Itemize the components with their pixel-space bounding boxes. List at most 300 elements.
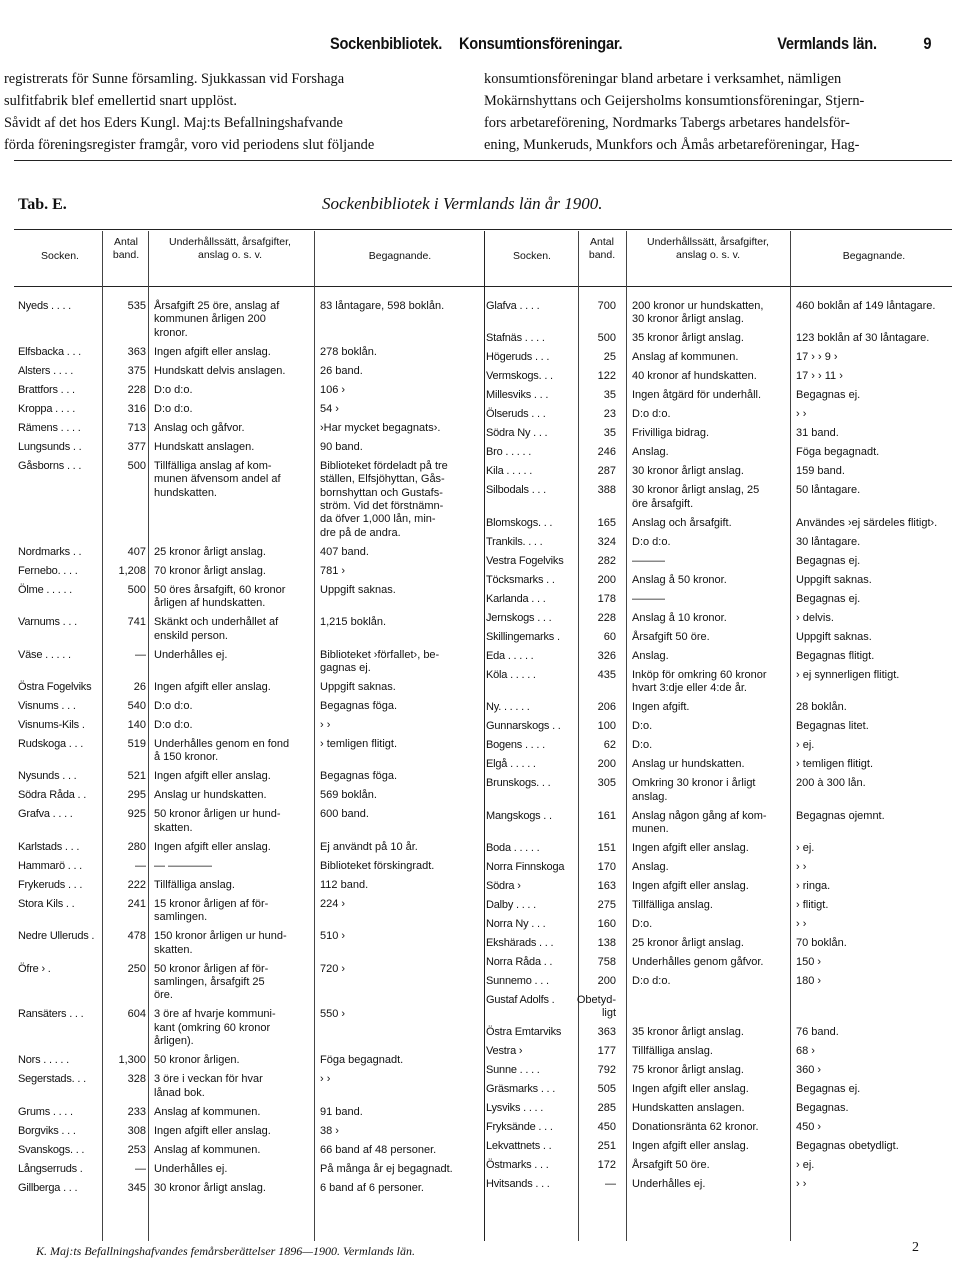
cell-antal: 328 xyxy=(127,1073,146,1086)
cell-underhall: 150 kronor årligen ur hund- skatten. xyxy=(154,930,287,956)
cell-begagnande: 112 band. xyxy=(320,878,369,891)
cell-begagnande: Föga begagnadt. xyxy=(320,1054,404,1067)
cell-underhall: Skänkt och underhållet af enskild person. xyxy=(154,616,279,642)
cell-antal: 35 xyxy=(603,427,616,440)
cell-begagnande: På många år ej begagnadt. xyxy=(320,1162,453,1175)
cell-begagnande: Ej användt på 10 år. xyxy=(320,840,418,853)
cell-underhall: ——— xyxy=(632,592,665,605)
cell-begagnande: 278 boklån. xyxy=(320,345,377,358)
cell-socken: Bro . . . . . xyxy=(486,446,532,459)
cell-socken: Nors . . . . . xyxy=(18,1054,69,1067)
cell-socken: Segerstads. . . xyxy=(18,1073,86,1086)
cell-begagnande: Föga begagnadt. xyxy=(796,446,880,459)
cell-socken: Blomskogs. . . xyxy=(486,516,553,529)
cell-begagnande: 150 › xyxy=(796,956,822,968)
cell-antal: 500 xyxy=(127,459,146,472)
cell-socken: Nedre Ulleruds . xyxy=(18,930,95,943)
cell-antal: 500 xyxy=(127,583,146,596)
col-underhall-left: Underhållssätt, årsafgifter, anslag o. s. v. xyxy=(169,236,291,261)
cell-socken: Glafva . . . . xyxy=(486,300,540,312)
cell-begagnande: Användes ›ej särdeles flitigt›. xyxy=(796,516,938,529)
cell-underhall: 3 öre i veckan för hvar lånad bok. xyxy=(154,1073,263,1099)
cell-antal: 363 xyxy=(597,1026,616,1039)
cell-begagnande: Begagnas ej. xyxy=(796,554,861,567)
cell-begagnande: 159 band. xyxy=(796,465,845,478)
cell-socken: Norra Ny . . . xyxy=(486,918,546,930)
cell-socken: Lysviks . . . . xyxy=(486,1102,544,1115)
cell-socken: Trankils. . . . xyxy=(486,535,543,548)
cell-antal: 792 xyxy=(597,1064,616,1077)
cell-underhall: Hundskatten anslagen. xyxy=(632,1102,745,1115)
cell-underhall: 70 kronor årligt anslag. xyxy=(154,564,266,577)
cell-begagnande: 91 band. xyxy=(320,1105,363,1118)
cell-begagnande: 17 › › 9 › xyxy=(796,351,838,364)
cell-begagnande: 200 à 300 lån. xyxy=(796,777,866,790)
cell-socken: Ny. . . . . . xyxy=(486,701,530,714)
cell-begagnande: 123 boklån af 30 låntagare. xyxy=(796,332,930,345)
cell-socken: Mangskogs . . xyxy=(486,809,552,822)
cell-underhall: Inköp för omkring 60 kronor hvart 3:dje eller 4:de år. xyxy=(632,668,767,695)
cell-underhall: Ingen afgift eller anslag. xyxy=(154,345,271,358)
cell-begagnande: › temligen flitigt. xyxy=(320,738,398,750)
cell-socken: Södra Ny . . . xyxy=(486,427,548,440)
cell-underhall: Donationsränta 62 kronor. xyxy=(632,1121,759,1134)
cell-antal: 500 xyxy=(597,332,616,345)
cell-antal: Obetyd- ligt xyxy=(576,994,616,1020)
cell-socken: Gustaf Adolfs . xyxy=(486,994,555,1006)
cell-antal: 478 xyxy=(127,930,146,943)
cell-begagnande: 720 › xyxy=(320,962,346,975)
cell-antal: 253 xyxy=(127,1143,146,1156)
intro-text-right xyxy=(484,68,954,156)
cell-underhall: 15 kronor årligen af för- samlingen. xyxy=(154,897,269,924)
cell-antal: 713 xyxy=(127,421,146,434)
cell-begagnande: Begagnas ej. xyxy=(796,1083,861,1096)
page-number: 9 xyxy=(923,34,932,53)
cell-socken: Vermskogs. . . xyxy=(486,370,553,383)
cell-underhall: 3 öre af hvarje kommuni- kant (omkring 60 kronor årligen). xyxy=(154,1008,276,1048)
col-antal-left: Antal band. xyxy=(112,236,140,261)
cell-underhall: Anslag ur hundskatten. xyxy=(632,758,745,771)
cell-socken: Kroppa . . . . xyxy=(18,402,76,415)
cell-antal: — xyxy=(135,1162,146,1175)
cell-socken: Fryksände . . . xyxy=(486,1121,553,1134)
cell-antal: 285 xyxy=(597,1102,616,1115)
cell-begagnande: Begagnas föga. xyxy=(320,700,398,712)
cell-socken: Skillingemarks . xyxy=(486,630,560,643)
col-rule xyxy=(102,231,103,1241)
cell-antal: 316 xyxy=(127,402,146,415)
cell-antal: 280 xyxy=(127,840,146,853)
col-socken-right: Socken. xyxy=(513,250,551,262)
cell-antal: 363 xyxy=(127,345,146,358)
cell-underhall: Anslag och årsafgift. xyxy=(632,516,732,529)
cell-begagnande: 1,215 boklån. xyxy=(320,616,387,629)
cell-begagnande: › ej synnerligen flitigt. xyxy=(796,668,900,681)
cell-underhall: 35 kronor årligt anslag. xyxy=(632,1026,744,1039)
cell-socken: Boda . . . . . xyxy=(486,842,540,854)
cell-begagnande: › ringa. xyxy=(796,880,831,892)
cell-socken: Vestra Fogelviks xyxy=(486,554,564,567)
cell-begagnande: ›Har mycket begagnats›. xyxy=(320,421,441,434)
cell-socken: Frykeruds . . . xyxy=(18,878,83,891)
header-right: Vermlands län. xyxy=(777,34,877,53)
cell-underhall: — ———— xyxy=(154,859,213,872)
cell-begagnande: 28 boklån. xyxy=(796,701,847,714)
cell-socken: Gåsborns . . . xyxy=(18,459,82,472)
cell-begagnande: › ej. xyxy=(796,1159,815,1172)
cell-socken: Södra › xyxy=(486,880,521,892)
table-caption: Sockenbibliotek i Vermlands län år 1900. xyxy=(322,194,603,213)
cell-begagnande: › › xyxy=(796,918,807,930)
cell-socken: Hammarö . . . xyxy=(18,859,83,872)
col-antal-right: Antal band. xyxy=(588,236,616,261)
cell-antal: 25 xyxy=(603,351,616,364)
cell-begagnande: Biblioteket ›förfallet›, be- gagnas ej. xyxy=(320,648,440,674)
cell-antal: 222 xyxy=(127,878,146,891)
cell-begagnande: Uppgift saknas. xyxy=(796,573,872,586)
cell-antal: 305 xyxy=(597,777,616,790)
cell-antal: 326 xyxy=(597,649,616,662)
cell-begagnande: 224 › xyxy=(320,897,346,910)
cell-underhall: Ingen afgift eller anslag. xyxy=(154,840,271,853)
cell-begagnande: Begagnas flitigt. xyxy=(796,649,875,662)
cell-underhall: 25 kronor årligt anslag. xyxy=(632,937,744,949)
cell-underhall: 35 kronor årligt anslag. xyxy=(632,332,744,345)
cell-begagnande: 54 › xyxy=(320,402,339,415)
cell-underhall: Ingen afgift eller anslag. xyxy=(632,1083,749,1096)
cell-socken: Kila . . . . . xyxy=(486,465,533,478)
cell-socken: Östra Emtarviks xyxy=(486,1026,562,1039)
cell-antal: 345 xyxy=(127,1181,146,1194)
cell-socken: Jernskogs . . . xyxy=(486,611,552,624)
cell-socken: Vestra › xyxy=(486,1045,523,1058)
cell-underhall: Ingen afgift eller anslag. xyxy=(154,681,271,693)
cell-underhall: Anslag och gåfvor. xyxy=(154,421,245,434)
cell-begagnande: › ej. xyxy=(796,842,815,854)
cell-socken: Gillberga . . . xyxy=(18,1181,78,1194)
cell-socken: Dalby . . . . xyxy=(486,899,536,911)
footer-source: K. Maj:ts Befallningshafvandes femårsberättelser 1896—1900. Vermlands län. xyxy=(36,1244,415,1258)
cell-socken: Nysunds . . . xyxy=(18,770,77,783)
cell-begagnande: Uppgift saknas. xyxy=(320,583,396,596)
cell-underhall: Frivilliga bidrag. xyxy=(632,427,710,440)
cell-begagnande: 407 band. xyxy=(320,545,369,558)
cell-antal: 604 xyxy=(127,1008,146,1021)
cell-socken: Långserruds . xyxy=(18,1162,83,1175)
cell-begagnande: Begagnas föga. xyxy=(320,770,398,783)
cell-begagnande: › › xyxy=(320,719,331,731)
cell-socken: Visnums-Kils . xyxy=(18,719,85,731)
cell-underhall: D:o d:o. xyxy=(632,535,671,548)
footer-page-marker: 2 xyxy=(912,1240,919,1255)
cell-antal: 287 xyxy=(597,465,616,478)
cell-socken: Sunne . . . . xyxy=(486,1064,540,1077)
cell-begagnande: Biblioteket förskingradt. xyxy=(320,859,435,872)
cell-antal: 251 xyxy=(597,1140,616,1153)
cell-begagnande: 450 › xyxy=(796,1121,822,1134)
cell-begagnande: 781 › xyxy=(320,564,346,577)
cell-begagnande: Begagnas obetydligt. xyxy=(796,1140,899,1153)
cell-socken: Visnums . . . xyxy=(18,700,76,712)
cell-antal: 178 xyxy=(597,592,616,605)
cell-antal: 206 xyxy=(597,701,616,714)
col-begagnande-left: Begagnande. xyxy=(368,250,432,262)
cell-socken: Karlanda . . . xyxy=(486,592,546,605)
cell-antal: 505 xyxy=(597,1083,616,1096)
cell-underhall: D:o d:o. xyxy=(154,383,193,396)
cell-socken: Nyeds . . . . xyxy=(18,300,72,312)
cell-antal: 308 xyxy=(127,1124,146,1137)
cell-underhall: Underhålles genom gåfvor. xyxy=(632,956,764,968)
cell-begagnande: › ej. xyxy=(796,739,815,752)
intro-line: fors arbetareförening, Nordmarks Tabergs arbetares handelsför- xyxy=(484,115,850,131)
cell-socken: Grafva . . . . xyxy=(18,808,73,821)
cell-underhall: D:o d:o. xyxy=(154,700,193,712)
cell-begagnande: › › xyxy=(796,1178,807,1191)
cell-socken: Nordmarks . . xyxy=(18,545,82,558)
cell-begagnande: 550 › xyxy=(320,1008,346,1021)
cell-begagnande: 68 › xyxy=(796,1045,815,1058)
cell-socken: Stafnäs . . . . xyxy=(486,332,545,345)
cell-socken: Borgviks . . . xyxy=(18,1124,76,1137)
running-header xyxy=(330,34,932,56)
cell-antal: 35 xyxy=(603,389,616,402)
cell-underhall: Årsafgift 50 öre. xyxy=(632,630,710,643)
cell-underhall: Ingen afgift eller anslag. xyxy=(154,770,271,783)
cell-begagnande: 50 låntagare. xyxy=(796,484,861,497)
cell-underhall: 200 kronor ur hundskatten, 30 kronor årligt anslag. xyxy=(632,300,764,326)
cell-underhall: Anslag. xyxy=(632,861,669,873)
cell-underhall: Ingen afgift. xyxy=(632,701,690,714)
table-top-rule xyxy=(14,229,952,230)
cell-underhall: Anslag af kommunen. xyxy=(632,351,739,364)
cell-antal: 140 xyxy=(127,719,146,731)
cell-antal: 138 xyxy=(597,937,616,949)
cell-underhall: D:o. xyxy=(632,720,653,733)
cell-begagnande: Uppgift saknas. xyxy=(796,630,872,643)
col-underhall-right: Underhållssätt, årsafgifter, anslag o. s. v. xyxy=(647,236,769,261)
cell-begagnande: 26 band. xyxy=(320,364,363,377)
cell-antal: 450 xyxy=(597,1121,616,1134)
cell-socken: Varnums . . . xyxy=(18,616,77,629)
col-rule xyxy=(314,231,315,1241)
cell-underhall: Anslag någon gång af kom- munen. xyxy=(632,809,767,835)
col-socken-left: Socken. xyxy=(41,250,79,262)
cell-socken: Hvitsands . . . xyxy=(486,1178,550,1191)
cell-begagnande: › flitigt. xyxy=(796,899,829,911)
cell-underhall: Underhålles ej. xyxy=(632,1178,706,1191)
cell-underhall: 50 kronor årligen. xyxy=(154,1054,240,1067)
cell-underhall: Ingen afgift eller anslag. xyxy=(632,1140,749,1153)
cell-underhall: Underhålles ej. xyxy=(154,648,228,661)
cell-begagnande: 106 › xyxy=(320,383,346,396)
cell-socken: Brunskogs. . . xyxy=(486,777,551,790)
cell-underhall: Omkring 30 kronor i årligt anslag. xyxy=(632,777,756,803)
cell-underhall: 30 kronor årligt anslag. xyxy=(154,1181,266,1194)
cell-underhall: Anslag å 10 kronor. xyxy=(632,611,727,624)
cell-underhall: Anslag. xyxy=(632,649,669,662)
intro-line: konsumtionsföreningar bland arbetare i verksamhet, nämligen xyxy=(484,71,842,87)
cell-antal: 62 xyxy=(603,739,616,752)
cell-socken: Köla . . . . . xyxy=(486,668,536,681)
cell-socken: Norra Finnskoga xyxy=(486,861,565,873)
cell-begagnande: 90 band. xyxy=(320,440,363,453)
cell-begagnande: Begagnas ojemnt. xyxy=(796,809,885,822)
intro-line: ening, Munkeruds, Munkfors och Åmås arbetareföreningar, Hag- xyxy=(484,137,860,153)
cell-antal: 388 xyxy=(597,484,616,497)
cell-socken: Öfre › . xyxy=(18,962,51,975)
cell-begagnande: 70 boklån. xyxy=(796,937,847,949)
cell-underhall: Anslag ur hundskatten. xyxy=(154,789,267,802)
cell-antal: 122 xyxy=(597,370,616,383)
cell-antal: 741 xyxy=(127,616,146,629)
cell-underhall: Underhålles genom en fond å 150 kronor. xyxy=(154,738,290,764)
cell-antal: 375 xyxy=(127,364,146,377)
intro-line: sulfitfabrik blef emellertid snart upplöst. xyxy=(4,93,237,109)
cell-underhall: D:o d:o. xyxy=(632,408,671,421)
cell-antal: 540 xyxy=(127,700,146,712)
cell-socken: Brattfors . . . xyxy=(18,383,75,396)
cell-begagnande: Begagnas ej. xyxy=(796,389,861,402)
cell-underhall: Anslag af kommunen. xyxy=(154,1143,261,1156)
cell-begagnande: Begagnas. xyxy=(796,1102,849,1115)
cell-antal: 200 xyxy=(597,758,616,771)
cell-socken: Lekvattnets . . xyxy=(486,1140,552,1153)
cell-antal: 233 xyxy=(127,1105,146,1118)
cell-antal: 925 xyxy=(127,808,146,821)
cell-antal: 165 xyxy=(597,516,616,529)
cell-socken: Ransäters . . . xyxy=(18,1008,84,1021)
cell-underhall: 30 kronor årligt anslag, 25 öre årsafgift. xyxy=(632,484,760,510)
cell-socken: Elfsbacka . . . xyxy=(18,345,82,358)
cell-underhall: Underhålles ej. xyxy=(154,1162,228,1175)
cell-socken: Ekshärads . . . xyxy=(486,937,554,949)
cell-antal: 160 xyxy=(597,918,616,930)
cell-underhall: D:o d:o. xyxy=(154,719,193,731)
cell-antal: 26 xyxy=(133,681,146,693)
intro-line: registrerats för Sunne församling. Sjukkassan vid Forshaga xyxy=(4,71,345,87)
cell-socken: Stora Kils . . xyxy=(18,897,75,910)
cell-underhall: Anslag af kommunen. xyxy=(154,1105,261,1118)
cell-begagnande: 510 › xyxy=(320,930,346,943)
table-label: Tab. E. xyxy=(18,196,67,213)
cell-underhall: Ingen afgift eller anslag. xyxy=(154,1124,271,1137)
cell-socken: Lungsunds . . xyxy=(18,440,82,453)
cell-begagnande: 31 band. xyxy=(796,427,839,440)
cell-underhall: Anslag å 50 kronor. xyxy=(632,573,727,586)
cell-underhall: D:o. xyxy=(632,739,653,752)
cell-socken: Väse . . . . . xyxy=(18,648,71,661)
cell-begagnande: 460 boklån af 149 låntagare. xyxy=(796,300,936,312)
cell-socken: Alsters . . . . xyxy=(18,364,74,377)
cell-antal: 200 xyxy=(597,573,616,586)
cell-antal: — xyxy=(605,1178,616,1191)
cell-antal: 228 xyxy=(597,611,616,624)
cell-antal: 23 xyxy=(603,408,616,421)
cell-begagnande: › › xyxy=(320,1073,331,1086)
cell-begagnande: 30 låntagare. xyxy=(796,535,861,548)
cell-begagnande: 569 boklån. xyxy=(320,789,377,802)
cell-socken: Högeruds . . . xyxy=(486,351,550,364)
cell-socken: Ölme . . . . . xyxy=(18,583,73,596)
cell-begagnande: 360 › xyxy=(796,1064,822,1077)
cell-antal: 324 xyxy=(597,535,616,548)
col-rule xyxy=(626,231,627,1241)
cell-antal: 407 xyxy=(127,545,146,558)
cell-underhall: Hundskatt anslagen. xyxy=(154,440,255,453)
cell-antal: 228 xyxy=(127,383,146,396)
cell-begagnande: 76 band. xyxy=(796,1026,839,1039)
cell-socken: Östmarks . . . xyxy=(486,1159,549,1172)
cell-socken: Gunnarskogs . . xyxy=(486,720,561,733)
cell-antal: 435 xyxy=(597,668,616,681)
cell-begagnande: 600 band. xyxy=(320,808,369,821)
col-rule-center xyxy=(484,231,485,1241)
cell-socken: Töcksmarks . . xyxy=(486,573,555,586)
cell-begagnande: 66 band af 48 personer. xyxy=(320,1143,437,1156)
cell-antal: 1,208 xyxy=(118,564,146,577)
cell-underhall: D:o d:o. xyxy=(154,402,193,415)
cell-socken: Fernebo. . . . xyxy=(18,564,78,577)
cell-socken: Silbodals . . . xyxy=(486,484,546,497)
cell-socken: Ölseruds . . . xyxy=(486,408,546,421)
cell-underhall: Ingen afgift eller anslag. xyxy=(632,880,749,892)
cell-socken: Bogens . . . . xyxy=(486,739,545,752)
cell-underhall: Tillfälliga anslag af kom- munen äfvensom andel af hundskatten. xyxy=(154,459,281,499)
cell-underhall: 30 kronor årligt anslag. xyxy=(632,465,744,478)
cell-socken: Rudskoga . . . xyxy=(18,738,84,750)
col-begagnande-right: Begagnande. xyxy=(842,250,906,262)
cell-underhall: Ingen afgift eller anslag. xyxy=(632,842,749,854)
cell-underhall: Ingen åtgärd för underhåll. xyxy=(632,389,762,402)
cell-underhall: 50 kronor årligen ur hund- skatten. xyxy=(154,808,281,834)
cell-underhall: 75 kronor årligt anslag. xyxy=(632,1064,744,1077)
cell-antal: 377 xyxy=(127,440,146,453)
cell-antal: 241 xyxy=(127,897,146,910)
cell-socken: Rämens . . . . xyxy=(18,421,81,434)
intro-line: Såvidt af det hos Eders Kungl. Maj:ts Befallningshafvande xyxy=(4,115,343,131)
cell-underhall: D:o d:o. xyxy=(632,975,671,987)
cell-begagnande: 83 låntagare, 598 boklån. xyxy=(320,300,445,312)
cell-begagnande: › temligen flitigt. xyxy=(796,758,874,771)
cell-socken: Millesviks . . . xyxy=(486,389,549,402)
cell-antal: 519 xyxy=(127,738,146,750)
cell-begagnande: 38 › xyxy=(320,1124,339,1137)
cell-antal: 60 xyxy=(603,630,616,643)
cell-socken: Svanskogs. . . xyxy=(18,1143,85,1156)
cell-antal: 177 xyxy=(597,1045,616,1058)
cell-underhall: Hundskatt delvis anslagen. xyxy=(154,364,286,377)
cell-antal: 161 xyxy=(597,809,616,822)
cell-underhall: Årsafgift 50 öre. xyxy=(632,1159,710,1172)
cell-antal: 200 xyxy=(597,975,616,987)
cell-begagnande: › › xyxy=(796,408,807,421)
cell-begagnande: Biblioteket fördeladt på tre ställen, Elfsjöhyttan, Gås- bornshyttan och Gustafs- ström. Vid det förstnämn- da öfver 1,000 lån, min- dre på de andra. xyxy=(320,459,448,539)
cell-antal: 250 xyxy=(127,962,146,975)
cell-socken: Karlstads . . . xyxy=(18,840,80,853)
cell-socken: Elgå . . . . . xyxy=(486,758,536,771)
cell-socken: Grums . . . . xyxy=(18,1105,73,1118)
cell-begagnande: › › xyxy=(796,861,807,873)
section-divider xyxy=(14,160,952,161)
cell-underhall: Tillfälliga anslag. xyxy=(154,878,235,891)
col-rule xyxy=(148,231,149,1241)
cell-begagnande: 6 band af 6 personer. xyxy=(320,1181,424,1194)
cell-antal: 246 xyxy=(597,446,616,459)
cell-begagnande: › delvis. xyxy=(796,611,834,624)
header-middle: Konsumtionsföreningar. xyxy=(459,34,623,53)
